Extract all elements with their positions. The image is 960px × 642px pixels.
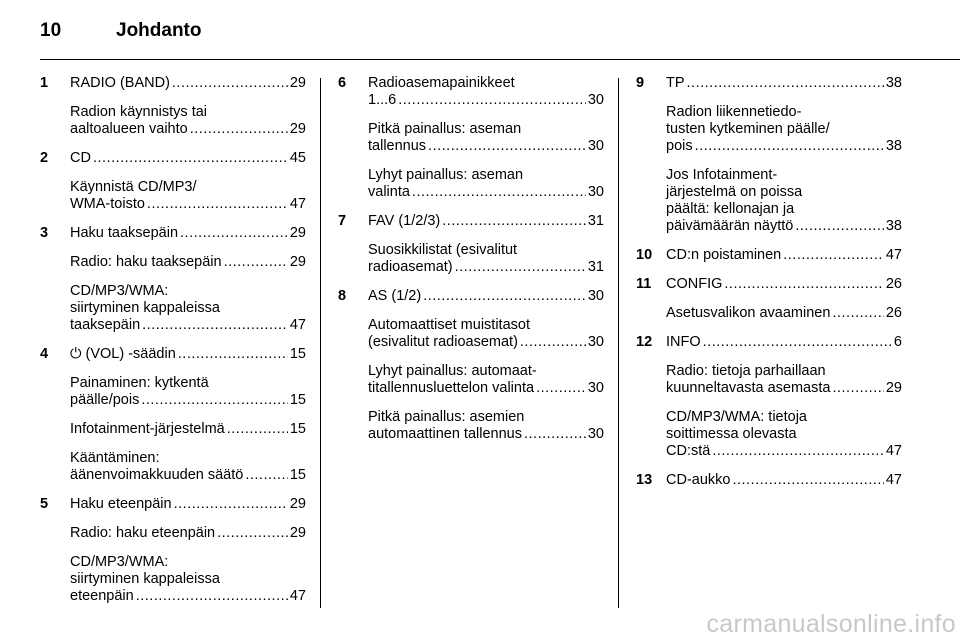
dot-leader: [227, 421, 288, 438]
dot-leader: [178, 346, 288, 363]
entry-text: siirtyminen kappaleissa: [70, 571, 220, 587]
dot-leader: [224, 254, 288, 271]
index-entry: [40, 75, 306, 92]
page-reference: 47: [885, 443, 902, 459]
page-reference: 31: [587, 259, 604, 275]
page-reference: 30: [587, 288, 604, 304]
page-reference: 47: [885, 247, 902, 263]
index-entry: [40, 554, 306, 605]
page-reference: 47: [289, 317, 306, 333]
entry-text: CD/MP3/WMA:: [70, 554, 169, 570]
index-entry: [40, 283, 306, 334]
index-entry: [636, 104, 902, 155]
dot-leader: [712, 443, 884, 460]
page-reference: 47: [289, 196, 306, 212]
entry-text: Radio: tietoja parhaillaan: [666, 363, 826, 379]
entry-text: RADIO (BAND): [70, 75, 170, 91]
entry-text: Radioasemapainikkeet: [368, 75, 515, 91]
column-divider: [320, 78, 321, 608]
entry-text: FAV (1/2/3): [368, 213, 441, 229]
entry-text: Radion liikennetiedo-: [666, 104, 802, 120]
dot-leader: [724, 276, 883, 293]
entry-text: Radion käynnistys tai: [70, 104, 208, 120]
index-entry: [636, 305, 902, 322]
entry-text: Asetusvalikon avaaminen: [666, 305, 831, 321]
entry-text: tallennus: [368, 138, 427, 154]
entry-text: CD/MP3/WMA:: [70, 283, 169, 299]
entry-text: pois: [666, 138, 693, 154]
page-reference: 26: [885, 305, 902, 321]
index-entry: [636, 276, 902, 293]
entry-text: CD:stä: [666, 443, 711, 459]
entry-text: titallennusluettelon valinta: [368, 380, 535, 396]
watermark: carmanualsonline.info: [706, 610, 956, 638]
page-reference: 38: [885, 218, 902, 234]
entry-text: Haku taaksepäin: [70, 225, 179, 241]
page-reference: 29: [289, 121, 306, 137]
index-entry: [40, 421, 306, 438]
index-entry: [636, 334, 902, 351]
dot-leader: [141, 392, 288, 409]
dot-leader: [455, 259, 586, 276]
header-divider: [40, 59, 960, 60]
index-column-3: [636, 75, 902, 501]
entry-text: päälle/pois: [70, 392, 140, 408]
dot-leader: [703, 334, 892, 351]
entry-text: kuunneltavasta asemasta: [666, 380, 831, 396]
page-reference: 29: [289, 254, 306, 270]
dot-leader: [832, 305, 883, 322]
entry-text: järjestelmä on poissa: [666, 184, 803, 200]
entry-text: TP: [666, 75, 685, 91]
dot-leader: [536, 380, 586, 397]
index-entry: [40, 179, 306, 213]
control-number: 4: [40, 346, 49, 362]
dot-leader: [520, 334, 586, 351]
dot-leader: [412, 184, 586, 201]
entry-text: Suosikkilistat (esivalitut: [368, 242, 518, 258]
dot-leader: [832, 380, 883, 397]
index-entry: [636, 167, 902, 235]
entry-text: eteenpäin: [70, 588, 134, 604]
index-entry: [338, 409, 604, 443]
index-entry: [338, 213, 604, 230]
dot-leader: [217, 525, 288, 542]
index-entry: [40, 450, 306, 484]
index-entry: [636, 409, 902, 460]
control-number: 7: [338, 213, 347, 229]
index-entry: [338, 288, 604, 305]
entry-text: Pitkä painallus: asemien: [368, 409, 525, 425]
control-number: 9: [636, 75, 645, 91]
page-reference: 29: [289, 525, 306, 541]
page-reference: 30: [587, 426, 604, 442]
page-reference: 29: [289, 225, 306, 241]
dot-leader: [172, 75, 288, 92]
index-entry: [40, 254, 306, 271]
index-entry: [40, 225, 306, 242]
entry-text: soittimessa olevasta: [666, 426, 797, 442]
entry-text: Lyhyt painallus: automaat-: [368, 363, 537, 379]
entry-text: Radio: haku eteenpäin: [70, 525, 216, 541]
index-column-1: [40, 75, 306, 617]
page-reference: 15: [289, 346, 306, 362]
entry-text: Automaattiset muistitasot: [368, 317, 530, 333]
entry-text: tusten kytkeminen päälle/: [666, 121, 830, 137]
dot-leader: [190, 121, 288, 138]
page-reference: 30: [587, 138, 604, 154]
page-reference: 38: [885, 138, 902, 154]
index-entry: [40, 496, 306, 513]
control-number: 10: [636, 247, 653, 263]
control-number: 1: [40, 75, 49, 91]
entry-text: automaattinen tallennus: [368, 426, 522, 442]
entry-text: CD: [70, 150, 91, 166]
dot-leader: [695, 138, 884, 155]
page-reference: 29: [289, 496, 306, 512]
entry-text: WMA-toisto: [70, 196, 145, 212]
dot-leader: [442, 213, 586, 230]
entry-text: (esivalitut radioasemat): [368, 334, 518, 350]
entry-text: INFO: [666, 334, 701, 350]
dot-leader: [687, 75, 884, 92]
page-header: [40, 20, 202, 44]
entry-text: CD:n poistaminen: [666, 247, 782, 263]
page-reference: 29: [289, 75, 306, 91]
page-reference: 29: [885, 380, 902, 396]
dot-leader: [524, 426, 586, 443]
entry-text: Jos Infotainment-: [666, 167, 778, 183]
index-entry: [40, 525, 306, 542]
index-entry: [338, 75, 604, 109]
dot-leader: [423, 288, 586, 305]
index-entry: [636, 472, 902, 489]
page-reference: 15: [289, 392, 306, 408]
dot-leader: [180, 225, 288, 242]
entry-text: äänenvoimakkuuden säätö: [70, 467, 244, 483]
page-reference: 15: [289, 467, 306, 483]
control-number: 11: [636, 276, 652, 292]
entry-text: aaltoalueen vaihto: [70, 121, 188, 137]
entry-text: CONFIG: [666, 276, 723, 292]
dot-leader: [732, 472, 883, 489]
index-entry: [40, 375, 306, 409]
entry-text: valinta: [368, 184, 410, 200]
dot-leader: [245, 467, 288, 484]
index-entry: [338, 242, 604, 276]
page-reference: 47: [885, 472, 902, 488]
page-reference: 30: [587, 334, 604, 350]
dot-leader: [174, 496, 288, 513]
index-entry: [338, 363, 604, 397]
page-reference: 38: [885, 75, 902, 91]
page-reference: 30: [587, 184, 604, 200]
page-reference: 26: [885, 276, 902, 292]
page-reference: 15: [289, 421, 306, 437]
page-reference: 31: [587, 213, 604, 229]
control-number: 8: [338, 288, 347, 304]
control-number: 13: [636, 472, 653, 488]
index-column-2: [338, 75, 604, 455]
index-entry: [636, 363, 902, 397]
dot-leader: [142, 317, 288, 334]
entry-text: Käynnistä CD/MP3/: [70, 179, 197, 195]
index-entry: [338, 317, 604, 351]
control-number: 3: [40, 225, 49, 241]
entry-text: Infotainment-järjestelmä: [70, 421, 225, 437]
entry-text: Painaminen: kytkentä: [70, 375, 209, 391]
page-reference: 30: [587, 380, 604, 396]
control-number: 2: [40, 150, 49, 166]
index-entry: [40, 104, 306, 138]
entry-text: Radio: haku taaksepäin: [70, 254, 222, 270]
index-entry: [40, 150, 306, 167]
control-number: 5: [40, 496, 49, 512]
page-reference: 30: [587, 92, 604, 108]
entry-text: päältä: kellonajan ja: [666, 201, 795, 217]
entry-text: CD/MP3/WMA: tietoja: [666, 409, 807, 425]
dot-leader: [93, 150, 288, 167]
entry-text: CD-aukko: [666, 472, 731, 488]
entry-text: Kääntäminen:: [70, 450, 160, 466]
index-entry: [338, 121, 604, 155]
page-title: Johdanto: [116, 20, 202, 41]
entry-text: Lyhyt painallus: aseman: [368, 167, 524, 183]
entry-text: ⏻ (VOL) -säädin: [70, 346, 176, 362]
index-entry: [636, 75, 902, 92]
entry-text: päivämäärän näyttö: [666, 218, 794, 234]
entry-text: taaksepäin: [70, 317, 141, 333]
dot-leader: [147, 196, 288, 213]
entry-text: radioasemat): [368, 259, 453, 275]
control-number: 12: [636, 334, 653, 350]
column-divider: [618, 78, 619, 608]
entry-text: siirtyminen kappaleissa: [70, 300, 220, 316]
index-entry: [40, 346, 306, 363]
dot-leader: [428, 138, 586, 155]
index-entry: [636, 247, 902, 264]
page-reference: 6: [893, 334, 902, 350]
entry-text: Haku eteenpäin: [70, 496, 172, 512]
entry-text: 1...6: [368, 92, 397, 108]
dot-leader: [795, 218, 884, 235]
control-number: 6: [338, 75, 347, 91]
dot-leader: [136, 588, 288, 605]
dot-leader: [783, 247, 884, 264]
page-number: 10: [40, 20, 62, 41]
entry-text: AS (1/2): [368, 288, 422, 304]
dot-leader: [398, 92, 586, 109]
index-entry: [338, 167, 604, 201]
page-reference: 45: [289, 150, 306, 166]
page-reference: 47: [289, 588, 306, 604]
entry-text: Pitkä painallus: aseman: [368, 121, 522, 137]
